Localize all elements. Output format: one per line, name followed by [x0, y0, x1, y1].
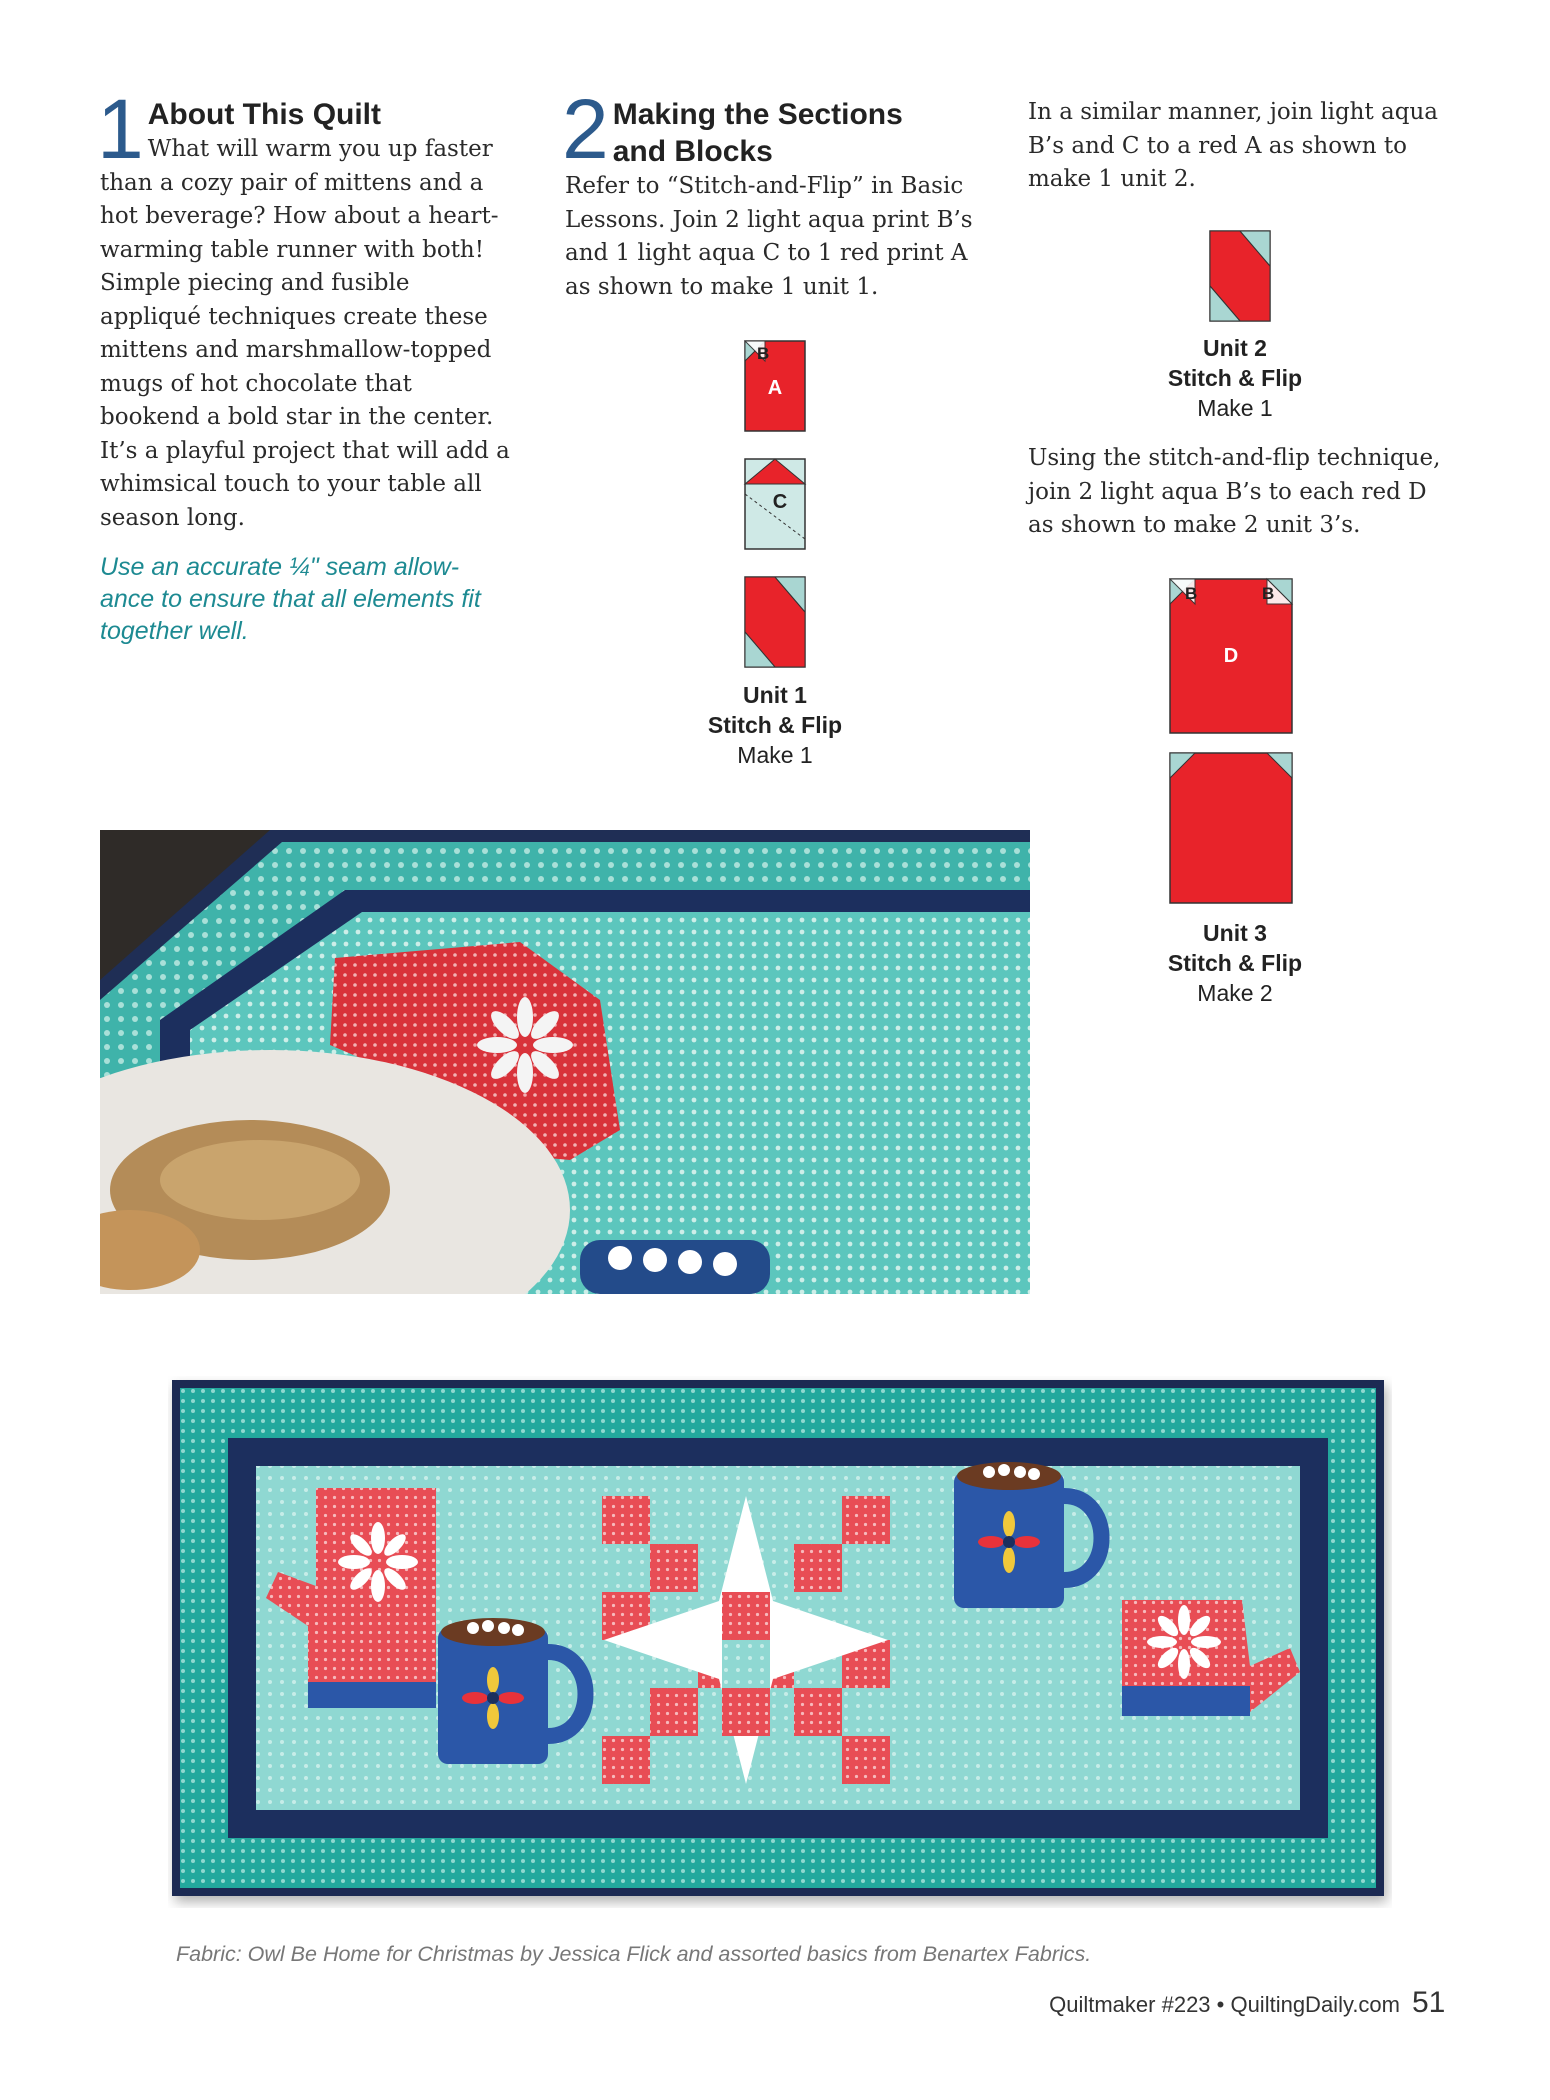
unit1-subtitle: Stitch & Flip — [707, 712, 843, 738]
unit2-instructions: In a similar manner, join light aqua B’s and C to a red A as shown to make 1 unit 2. — [1028, 99, 1439, 192]
unit3-finished — [1170, 753, 1292, 903]
unit3-subtitle: Stitch & Flip — [1167, 950, 1303, 976]
page-number: 51 — [1412, 1986, 1446, 2019]
section-heading-about: About This Quilt — [147, 98, 382, 131]
section-about — [97, 82, 510, 647]
unit1-finished — [745, 577, 805, 667]
unit3-caption — [1140, 918, 1330, 1008]
unit3-make: Make 2 — [1197, 980, 1273, 1006]
unit1-piece-c — [745, 459, 805, 549]
unit1-piece-a — [745, 341, 805, 431]
unit1-diagram — [740, 336, 810, 672]
unit2-make: Make 1 — [1197, 395, 1273, 421]
section-number-1: 1 — [97, 82, 144, 176]
unit1-title: Unit 1 — [743, 682, 807, 708]
seam-tip: Use an accurate ¼" seam allow-ance to ensure that all elements fit together well. — [100, 553, 481, 645]
unit3-piece-d — [1170, 579, 1292, 733]
unit2-diagram — [1205, 226, 1275, 326]
unit3-label-d: D — [1223, 645, 1239, 667]
section-making — [562, 82, 985, 304]
unit3-instructions: Using the stitch-and-flip technique, join 2 light aqua B’s to each red D as shown to make 2 unit 3’s. — [1028, 445, 1441, 538]
unit2-caption — [1140, 333, 1330, 423]
making-body-text: Refer to “Stitch-and-Flip” in Basic Lessons. Join 2 light aqua print B’s and 1 light aqua C to 1 red print A as shown to make 1 unit 1. — [565, 173, 973, 300]
section-number-2: 2 — [562, 82, 609, 176]
fabric-caption: Fabric: Owl Be Home for Christmas by Jessica Flick and assorted basics from Benartex Fabrics. — [176, 1942, 1092, 1966]
about-body-text: What will warm you up faster than a cozy pair of mittens and a hot beverage? How about a heart-warming table runner with both! Simple piecing and fusible appliqué techniques create these mittens and marshmallow-topped mugs of hot chocolate that bookend a bold star in the center. It’s a playful project that will add a whimsical touch to your table all season long. — [100, 136, 510, 531]
unit1-caption — [680, 680, 870, 770]
unit2-subtitle: Stitch & Flip — [1167, 365, 1303, 391]
quilt-runner-photo — [168, 1376, 1392, 1908]
unit1-make: Make 1 — [737, 742, 813, 768]
unit2-title: Unit 2 — [1203, 335, 1267, 361]
unit1-label-a: A — [767, 377, 783, 399]
section-heading-making: Making the Sections and Blocks — [612, 98, 903, 168]
unit1-label-b: B — [757, 344, 770, 363]
unit1-label-c: C — [772, 491, 788, 513]
closeup-photo — [100, 830, 1030, 1294]
footer-credit: Quiltmaker #223 • QuiltingDaily.com — [1049, 1992, 1400, 2017]
center-star-block — [602, 1496, 890, 1784]
unit3-label-b1: B — [1185, 584, 1198, 603]
unit3-title: Unit 3 — [1203, 920, 1267, 946]
unit3-label-b2: B — [1262, 584, 1275, 603]
unit3-diagram — [1165, 574, 1297, 904]
